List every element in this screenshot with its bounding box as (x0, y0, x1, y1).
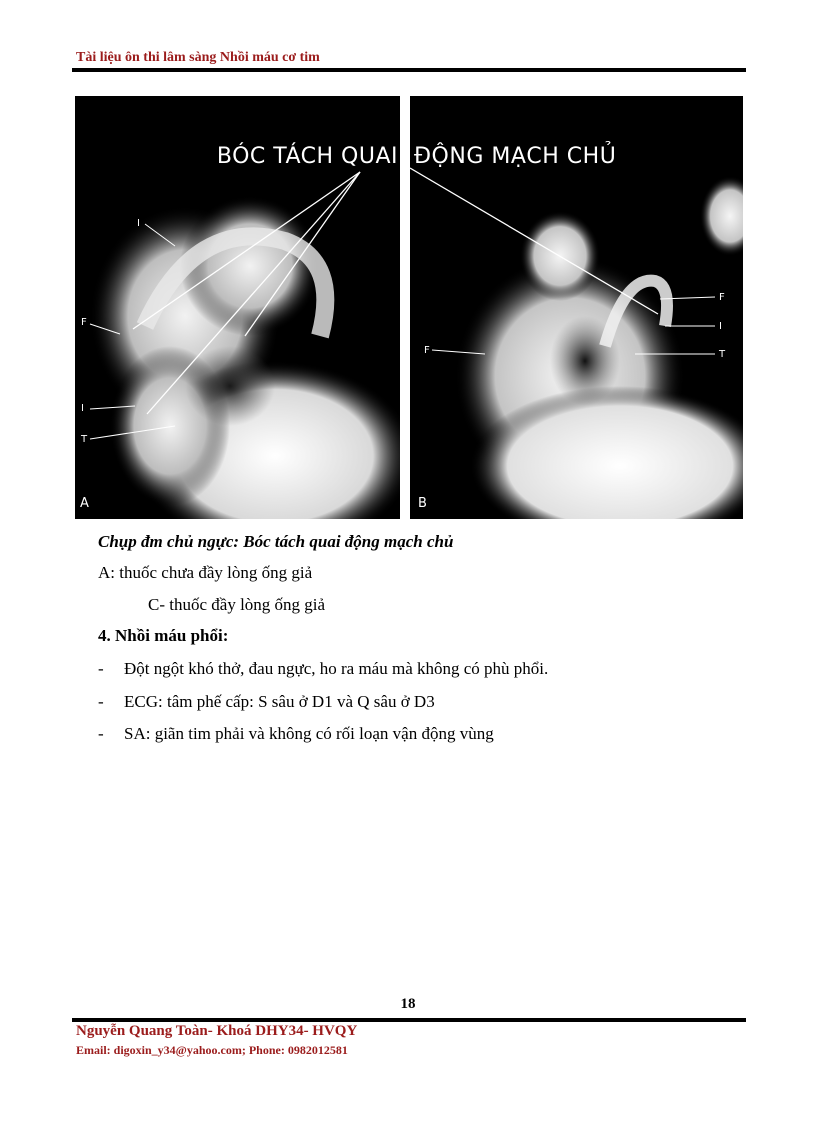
header-rule (72, 68, 746, 72)
label-i-right: I (719, 321, 722, 332)
label-t: T (81, 434, 88, 445)
xray-image-a (75, 96, 400, 519)
footer-contact: Email: digoxin_y34@yahoo.com; Phone: 0982012581 (76, 1043, 348, 1057)
panel-letter-a: A (80, 496, 89, 511)
xray-image-b (410, 96, 743, 519)
bullet-marker: - (98, 692, 104, 711)
label-f-left: F (424, 345, 430, 356)
label-i-bottom: I (81, 403, 84, 414)
label-f-right: F (719, 292, 725, 303)
bullet-item: SA: giãn tim phải và không có rối loạn vận động vùng (124, 724, 494, 743)
footer-author: Nguyễn Quang Toàn- Khoá DHY34- HVQY (76, 1023, 358, 1039)
note-line-a: A: thuốc chưa đầy lòng ống giả (98, 563, 313, 582)
bullet-marker: - (98, 659, 104, 678)
figure-caption: Chụp đm chủ ngực: Bóc tách quai động mạch chủ (98, 532, 454, 551)
section-heading: 4. Nhồi máu phổi: (98, 626, 229, 645)
bullet-item: ECG: tâm phế cấp: S sâu ở D1 và Q sâu ở D3 (124, 692, 435, 711)
bullet-marker: - (98, 724, 104, 743)
panel-letter-b: B (418, 496, 427, 511)
figure-title-right: ĐỘNG MẠCH CHỦ (414, 144, 617, 169)
figure-title-left: BÓC TÁCH QUAI (216, 144, 398, 169)
label-i-top: I (137, 218, 140, 229)
label-t-right: T (719, 349, 726, 360)
bullet-item: Đột ngột khó thở, đau ngực, ho ra máu mà không có phù phổi. (124, 659, 549, 678)
note-line-c: C- thuốc đầy lòng ống giả (148, 595, 326, 614)
header-title: Tài liệu ôn thi lâm sàng Nhồi máu cơ tim (76, 50, 320, 65)
footer-rule (72, 1018, 746, 1022)
label-f: F (81, 317, 87, 328)
page-number: 18 (400, 996, 416, 1012)
